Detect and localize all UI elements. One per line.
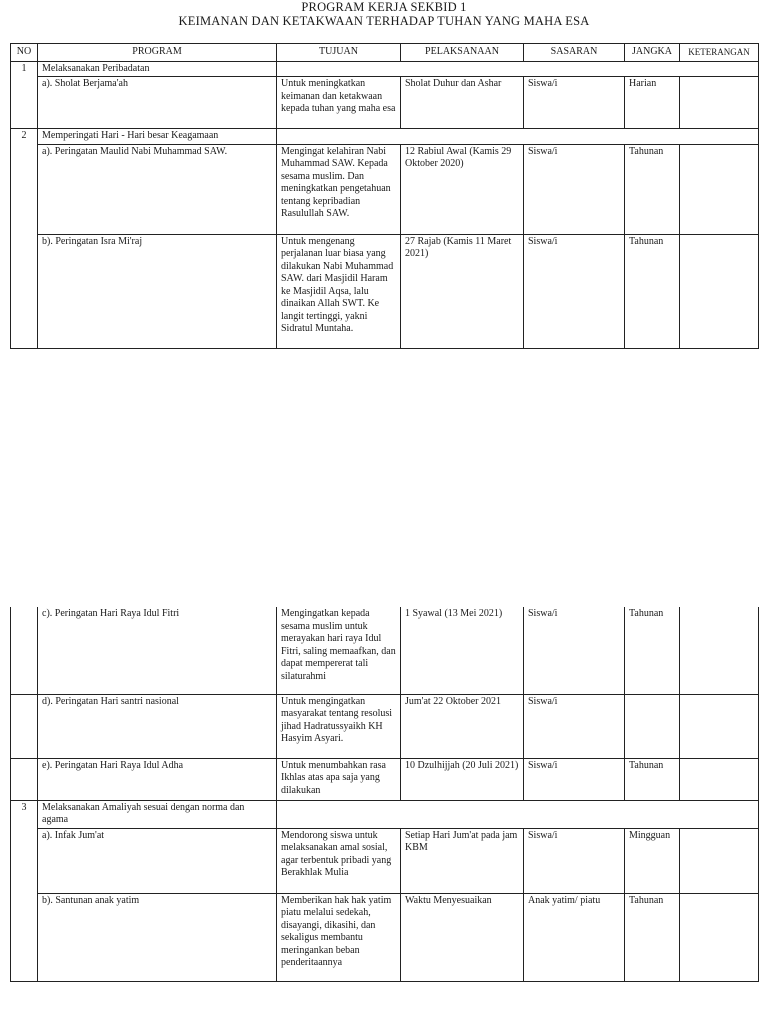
program-table-page2 [10, 607, 759, 982]
table-row [11, 77, 759, 129]
jangka-cell [625, 694, 680, 758]
tujuan-cell: Untuk mengenang perjalanan luar biasa yang dilakukan Nabi Muhammad SAW. dari Masjidil Haram ke Masjidil Aqsa, lalu dinaikan Allah SWT. Ke langit tertinggi, yakni Sidratul Muntaha. [277, 234, 401, 348]
section-empty-cell [277, 129, 759, 145]
section-title: Melaksanakan Amaliyah sesuai dengan norma dan agama [38, 800, 277, 828]
program-cell: a). Infak Jum'at [38, 828, 277, 893]
jangka-cell: Tahunan [625, 893, 680, 981]
program-cell: a). Peringatan Maulid Nabi Muhammad SAW. [38, 144, 277, 234]
section-empty-cell [277, 800, 759, 828]
program-cell: b). Santunan anak yatim [38, 893, 277, 981]
table-row [11, 144, 759, 234]
col-header-pelaksanaan: PELAKSANAAN [401, 44, 524, 62]
col-header-keterangan: KETERANGAN [680, 44, 759, 62]
sasaran-cell: Siswa/i [524, 144, 625, 234]
keterangan-cell [680, 893, 759, 981]
pelaksanaan-cell: 27 Rajab (Kamis 11 Maret 2021) [401, 234, 524, 348]
tujuan-cell: Untuk menumbahkan rasa Ikhlas atas apa saja yang dilakukan [277, 758, 401, 800]
jangka-cell: Mingguan [625, 828, 680, 893]
keterangan-cell [680, 828, 759, 893]
section-empty-cell [277, 61, 759, 77]
table-row [11, 828, 759, 893]
section-number: 3 [11, 800, 38, 981]
program-cell: e). Peringatan Hari Raya Idul Adha [38, 758, 277, 800]
table-row [11, 758, 759, 800]
keterangan-cell [680, 607, 759, 694]
sasaran-cell: Anak yatim/ piatu [524, 893, 625, 981]
document-subtitle: KEIMANAN DAN KETAKWAAN TERHADAP TUHAN YANG MAHA ESA [178, 14, 590, 28]
pelaksanaan-cell: Setiap Hari Jum'at pada jam KBM [401, 828, 524, 893]
jangka-cell: Tahunan [625, 758, 680, 800]
jangka-cell: Tahunan [625, 234, 680, 348]
sasaran-cell: Siswa/i [524, 77, 625, 129]
jangka-cell: Harian [625, 77, 680, 129]
program-cell: d). Peringatan Hari santri nasional [38, 694, 277, 758]
table-row [11, 607, 759, 694]
col-header-program: PROGRAM [38, 44, 277, 62]
sasaran-cell: Siswa/i [524, 607, 625, 694]
pelaksanaan-cell: Sholat Duhur dan Ashar [401, 77, 524, 129]
keterangan-cell [680, 234, 759, 348]
program-cell: c). Peringatan Hari Raya Idul Fitri [38, 607, 277, 694]
sasaran-cell: Siswa/i [524, 758, 625, 800]
col-header-jangka: JANGKA [625, 44, 680, 62]
pelaksanaan-cell: 12 Rabiul Awal (Kamis 29 Oktober 2020) [401, 144, 524, 234]
keterangan-cell [680, 694, 759, 758]
tujuan-cell: Mengingat kelahiran Nabi Muhammad SAW. Kepada sesama muslim. Dan meningkatkan pengetahuan tentang kepribadian Rasulullah SAW. [277, 144, 401, 234]
tujuan-cell: Mengingatkan kepada sesama muslim untuk merayakan hari raya Idul Fitri, saling memaafkan, dan dapat mempererat tali silaturahmi [277, 607, 401, 694]
program-cell: b). Peringatan Isra Mi'raj [38, 234, 277, 348]
table-row [11, 234, 759, 348]
keterangan-cell [680, 77, 759, 129]
col-header-tujuan: TUJUAN [277, 44, 401, 62]
col-header-no: NO [11, 44, 38, 62]
sasaran-cell: Siswa/i [524, 234, 625, 348]
tujuan-cell: Untuk mengingatkan masyarakat tentang resolusi jihad Hadratussyaikh KH Hasyim Asyari. [277, 694, 401, 758]
pelaksanaan-cell: Waktu Menyesuaikan [401, 893, 524, 981]
section-title: Melaksanakan Peribadatan [38, 61, 277, 77]
jangka-cell: Tahunan [625, 607, 680, 694]
header-row [11, 44, 759, 62]
document-title: PROGRAM KERJA SEKBID 1 [301, 0, 467, 14]
section-row [11, 129, 759, 145]
tujuan-cell: Mendorong siswa untuk melaksanakan amal sosial, agar terbentuk pribadi yang Berakhlak Mulia [277, 828, 401, 893]
section-row [11, 61, 759, 77]
keterangan-cell [680, 144, 759, 234]
pelaksanaan-cell: 10 Dzulhijjah (20 Juli 2021) [401, 758, 524, 800]
tujuan-cell: Untuk meningkatkan keimanan dan ketakwaan kepada tuhan yang maha esa [277, 77, 401, 129]
tujuan-cell: Memberikan hak hak yatim piatu melalui sedekah, disayangi, dikasihi, dan sekaligus membantu meringankan beban penderitaannya [277, 893, 401, 981]
program-cell: a). Sholat Berjama'ah [38, 77, 277, 129]
table-row [11, 893, 759, 981]
section-number: 1 [11, 61, 38, 129]
sasaran-cell: Siswa/i [524, 694, 625, 758]
section-row [11, 800, 759, 828]
keterangan-cell [680, 758, 759, 800]
table-row [11, 694, 759, 758]
col-header-sasaran: SASARAN [524, 44, 625, 62]
section-title: Memperingati Hari - Hari besar Keagamaan [38, 129, 277, 145]
number-cell [11, 607, 38, 694]
jangka-cell: Tahunan [625, 144, 680, 234]
sasaran-cell: Siswa/i [524, 828, 625, 893]
pelaksanaan-cell: 1 Syawal (13 Mei 2021) [401, 607, 524, 694]
number-cell [11, 694, 38, 758]
pelaksanaan-cell: Jum'at 22 Oktober 2021 [401, 694, 524, 758]
number-cell [11, 758, 38, 800]
program-table-page1 [10, 43, 759, 349]
section-number: 2 [11, 129, 38, 349]
